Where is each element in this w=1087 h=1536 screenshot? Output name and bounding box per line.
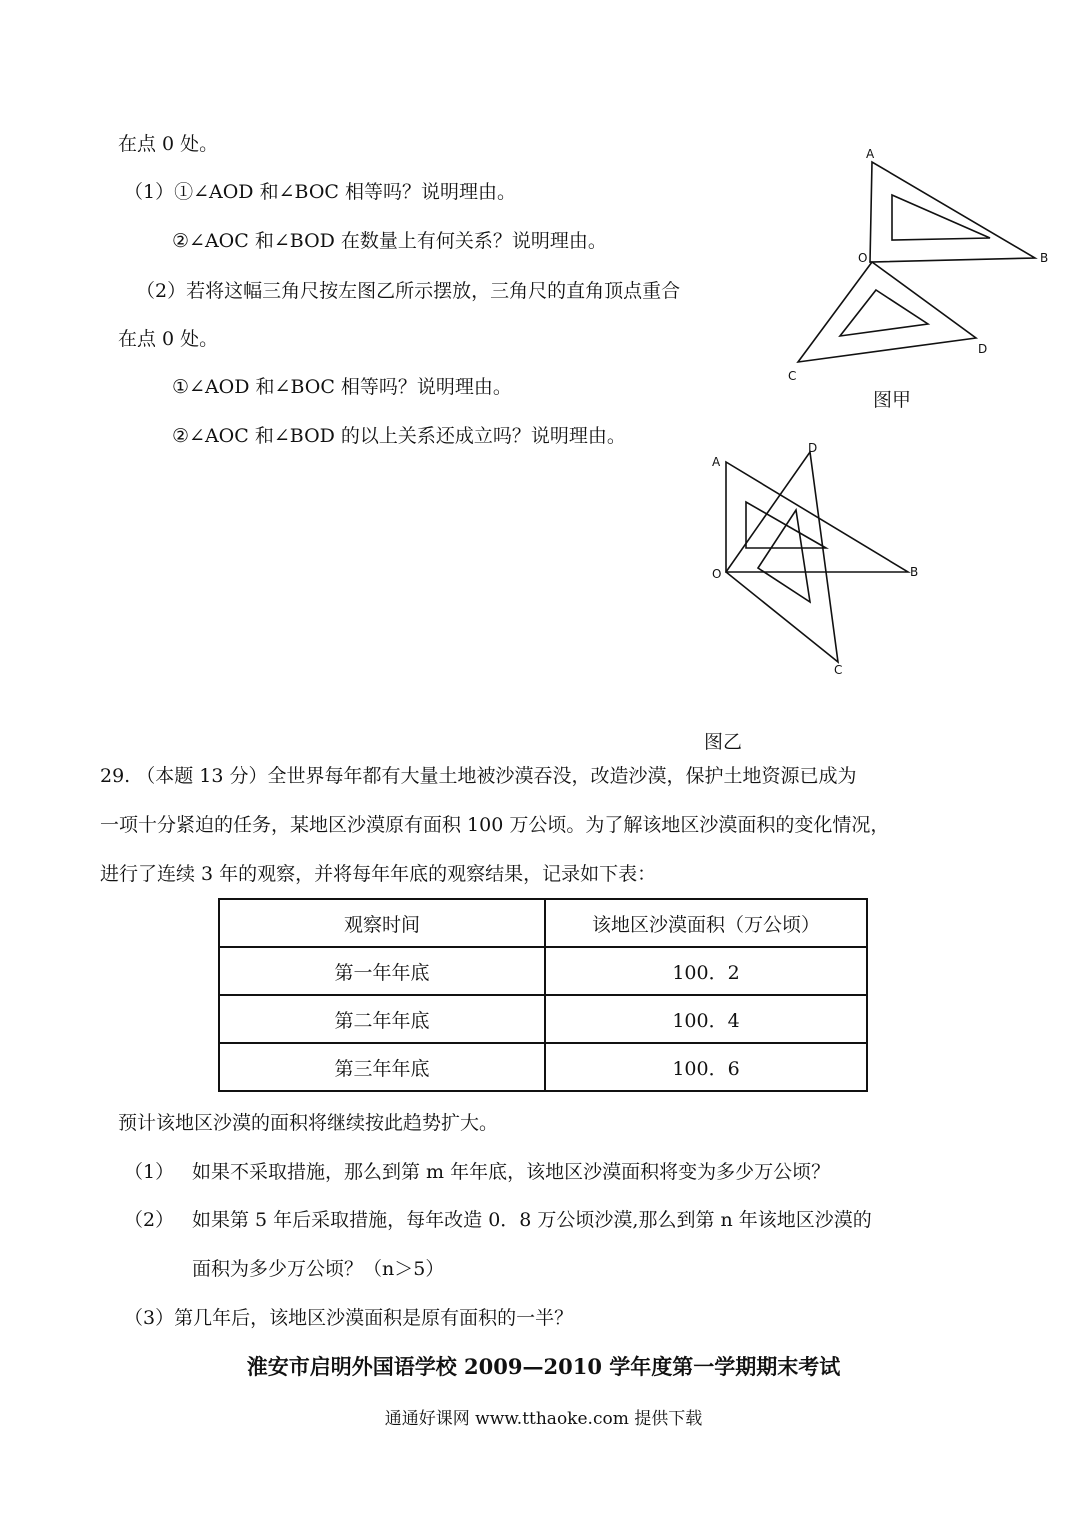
q29-sub1-text: 如果不采取措施，那么到第 m 年年底，该地区沙漠面积将变为多少万公顷？ [192, 1161, 831, 1183]
text-line: ②∠AOC 和∠BOD 的以上关系还成立吗？说明理由。 [172, 425, 626, 447]
table-header: 该地区沙漠面积（万公顷） [545, 899, 867, 947]
table-header: 观察时间 [219, 899, 545, 947]
q29-sub2-number: （2） [124, 1209, 175, 1231]
table-cell: 第一年年底 [219, 947, 545, 995]
observation-table [218, 898, 868, 1092]
vertex-label-o: O [858, 251, 868, 265]
figure-caption-jia: 图甲 [873, 389, 912, 411]
table-cell: 第二年年底 [219, 995, 545, 1043]
triangle-cod-outer [798, 262, 976, 362]
school-title: 淮安市启明外国语学校 2009—2010 学年度第一学期期末考试 [246, 1354, 841, 1379]
triangle-aob-outer [870, 162, 1035, 262]
text-line: ②∠AOC 和∠BOD 在数量上有何关系？说明理由。 [172, 230, 607, 252]
table-cell: 第三年年底 [219, 1043, 545, 1091]
q29-sub3-text: （3）第几年后，该地区沙漠面积是原有面积的一半？ [124, 1307, 574, 1329]
vertex-label-c: C [788, 369, 797, 383]
vertex-label-d: D [808, 441, 818, 455]
q29-line-2: 一项十分紧迫的任务，某地区沙漠原有面积 100 万公顷。为了解该地区沙漠面积的变化情况， [100, 814, 890, 836]
q29-sub2-text: 如果第 5 年后采取措施，每年改造 0．8 万公顷沙漠,那么到第 n 年该地区沙漠的 [192, 1209, 872, 1231]
vertex-label-b: B [1040, 251, 1049, 265]
table-row [219, 1043, 867, 1091]
vertex-label-o: O [712, 567, 722, 581]
table-row [219, 995, 867, 1043]
figure-caption-yi: 图乙 [704, 731, 743, 753]
text-line: ①∠AOD 和∠BOC 相等吗？说明理由。 [172, 376, 512, 398]
text-line: （1）①∠AOD 和∠BOC 相等吗？说明理由。 [124, 181, 516, 203]
triangle-aob-outer [726, 462, 908, 572]
q29-trend-text: 预计该地区沙漠的面积将继续按此趋势扩大。 [118, 1112, 499, 1134]
table-header-row [219, 899, 867, 947]
vertex-label-b: B [910, 565, 919, 579]
text-line: 在点 0 处。 [118, 133, 219, 155]
vertex-label-a: A [866, 147, 875, 161]
vertex-label-c: C [834, 663, 843, 677]
triangle-cod-inner [840, 290, 928, 336]
table-row [219, 947, 867, 995]
q29-line-1: 29. （本题 13 分）全世界每年都有大量土地被沙漠吞没，改造沙漠，保护土地资源已成为 [100, 765, 857, 787]
page-footer: 通通好课网 www.tthaoke.com 提供下载 [384, 1409, 703, 1429]
table-cell: 100．6 [545, 1043, 867, 1091]
figure-jia [780, 140, 1060, 390]
text-line: 在点 0 处。 [118, 328, 219, 350]
table-cell: 100．4 [545, 995, 867, 1043]
figure-yi [700, 440, 940, 680]
q29-sub2-continuation: 面积为多少万公顷？（n＞5） [192, 1258, 445, 1280]
q29-line-3: 进行了连续 3 年的观察，并将每年年底的观察结果，记录如下表： [100, 863, 657, 885]
vertex-label-a: A [712, 455, 721, 469]
table-cell: 100．2 [545, 947, 867, 995]
text-line: （2）若将这幅三角尺按左图乙所示摆放，三角尺的直角顶点重合 [136, 280, 681, 302]
vertex-label-d: D [978, 342, 988, 356]
q29-sub1-number: （1） [124, 1161, 175, 1183]
triangle-cod-outer [726, 452, 838, 662]
